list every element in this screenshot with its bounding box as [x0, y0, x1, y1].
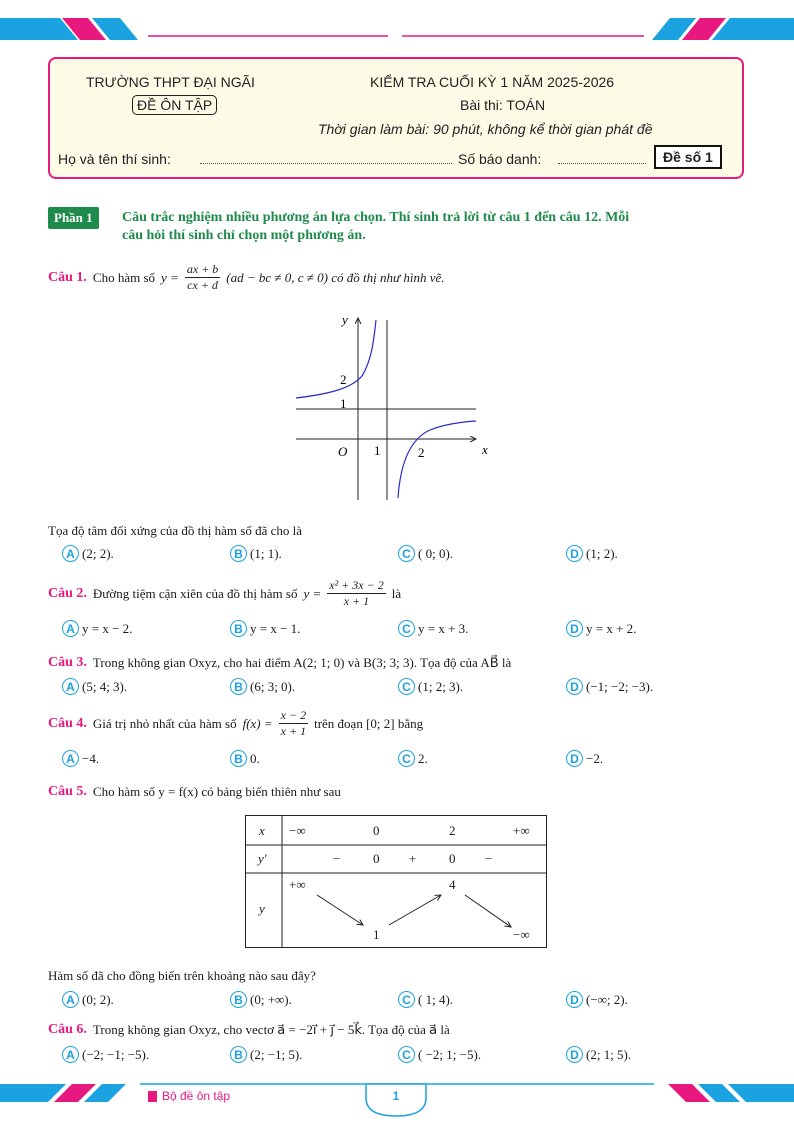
option-letter-badge: B [230, 750, 247, 767]
fraction-numerator: x² + 3x − 2 [329, 578, 384, 592]
option-b[interactable] [230, 620, 300, 637]
vt-y-neg-inf: −∞ [513, 927, 530, 942]
math-lhs: y = [303, 585, 322, 601]
option-c[interactable] [398, 678, 463, 695]
option-text: (−2; −1; −5). [82, 1046, 150, 1062]
option-b[interactable] [230, 750, 260, 767]
option-letter-badge: B [230, 545, 247, 562]
vt-y-min: 1 [373, 927, 380, 942]
option-text: (1; 1). [250, 545, 282, 561]
option-b[interactable] [230, 991, 292, 1008]
option-text: (2; 2). [82, 545, 114, 561]
option-a[interactable] [62, 750, 99, 767]
question-5-follow: Hàm số đã cho đồng biến trên khoảng nào sau đây? [48, 968, 316, 983]
option-c[interactable] [398, 620, 468, 637]
option-a[interactable] [62, 545, 114, 562]
name-line [200, 163, 452, 164]
option-letter-badge: A [62, 1046, 79, 1063]
option-text: y = x + 3. [418, 620, 469, 636]
question-text: Giá trị nhỏ nhất của hàm số [92, 715, 237, 731]
option-a[interactable] [62, 678, 127, 695]
question-text: Cho hàm số [92, 269, 156, 285]
duration: Thời gian làm bài: 90 phút, không kể thời gian phát đề [318, 121, 653, 137]
option-c[interactable] [398, 1046, 481, 1063]
document-icon [148, 1091, 157, 1102]
question-label: Câu 3. [48, 655, 87, 670]
options-q6 [62, 1046, 742, 1068]
question-text: Cho hàm số y = f(x) có bảng biến thiên như sau [92, 784, 341, 799]
option-letter-badge: D [566, 678, 583, 695]
option-letter-badge: D [566, 991, 583, 1008]
option-text: 0. [250, 750, 260, 766]
option-b[interactable] [230, 1046, 302, 1063]
option-text: ( 1; 4). [418, 991, 454, 1007]
school-name: TRƯỜNG THPT ĐẠI NGÃI [86, 74, 255, 90]
subject: Bài thi: TOÁN [460, 97, 546, 113]
question-1-follow: Tọa độ tâm đối xứng của đồ thị hàm số đã cho là [48, 523, 302, 538]
option-letter-badge: D [566, 545, 583, 562]
vt-x-neg-inf: −∞ [289, 823, 306, 838]
option-b[interactable] [230, 545, 282, 562]
x-tick-2: 2 [418, 445, 425, 460]
question-label: Câu 2. [48, 585, 87, 601]
option-letter-badge: A [62, 750, 79, 767]
variation-table [245, 815, 547, 948]
math-lhs: y = [161, 269, 179, 285]
footer-label [148, 1089, 230, 1103]
fraction-denominator: x + 1 [280, 724, 307, 738]
options-q1 [62, 545, 742, 567]
option-letter-badge: A [62, 545, 79, 562]
x-tick-1: 1 [374, 443, 381, 458]
question-text-after: trên đoạn [0; 2] bằng [314, 715, 424, 731]
options-q3 [62, 678, 742, 700]
option-text: −2. [586, 750, 604, 766]
option-letter-badge: C [398, 678, 415, 695]
option-letter-badge: C [398, 750, 415, 767]
y-tick-1: 1 [340, 396, 347, 411]
x-axis-label: x [482, 442, 488, 457]
doc-type: ĐỀ ÔN TẬP [132, 95, 217, 115]
section-title-line1: Câu trắc nghiệm nhiều phương án lựa chọn. Thí sinh trả lời từ câu 1 đến câu 12. Mỗi [122, 210, 630, 225]
option-text: (0; +∞). [250, 991, 292, 1007]
options-q4 [62, 750, 742, 772]
origin-label: O [338, 444, 348, 459]
option-text: (−1; −2; −3). [586, 678, 654, 694]
option-d[interactable] [566, 991, 628, 1008]
option-letter-badge: C [398, 991, 415, 1008]
option-a[interactable] [62, 991, 114, 1008]
option-text: y = x + 2. [586, 620, 637, 636]
option-d[interactable] [566, 750, 603, 767]
option-d[interactable] [566, 545, 618, 562]
id-line [558, 163, 646, 164]
question-4 [48, 708, 423, 739]
vt-dy-sign-1: − [333, 851, 341, 866]
option-letter-badge: A [62, 620, 79, 637]
exam-title: KIỂM TRA CUỐI KỲ 1 NĂM 2025-2026 [370, 74, 615, 90]
fraction-denominator: x + 1 [343, 594, 370, 608]
option-text: −4. [82, 750, 100, 766]
option-letter-badge: B [230, 991, 247, 1008]
option-d[interactable] [566, 1046, 631, 1063]
vt-x-header: x [259, 823, 265, 838]
option-text: (1; 2). [586, 545, 618, 561]
question-label: Câu 5. [48, 784, 87, 799]
fraction-numerator: ax + b [186, 262, 219, 276]
question-label: Câu 4. [48, 715, 87, 731]
vt-dy-zero-2: 0 [449, 851, 456, 866]
question-text: Trong không gian Oxyz, cho hai điểm A(2; 1; 0) và B(3; 3; 3). Tọa độ của AB⃗ là [92, 655, 512, 670]
vt-dy-zero-1: 0 [373, 851, 380, 866]
fraction [185, 262, 220, 293]
option-letter-badge: A [62, 991, 79, 1008]
function-graph [290, 308, 500, 508]
section-badge: Phần 1 [48, 207, 99, 229]
option-text: (5; 4; 3). [82, 678, 128, 694]
option-letter-badge: C [398, 1046, 415, 1063]
curve-left-branch [296, 320, 376, 398]
vt-y-pos-inf: +∞ [289, 877, 306, 892]
option-text: ( −2; 1; −5). [418, 1046, 482, 1062]
question-text-after: là [391, 585, 402, 601]
page-number: 1 [392, 1089, 400, 1103]
section-title-line2: câu hỏi thí sinh chỉ chọn một phương án. [122, 228, 366, 243]
vt-y-header: y [259, 901, 265, 916]
option-text: (2; 1; 5). [586, 1046, 632, 1062]
vt-dy-sign-3: − [485, 851, 493, 866]
option-letter-badge: B [230, 1046, 247, 1063]
name-label: Họ và tên thí sinh: [58, 151, 171, 167]
option-letter-badge: C [398, 620, 415, 637]
option-letter-badge: D [566, 750, 583, 767]
math-lhs: f(x) = [242, 715, 273, 731]
option-text: (2; −1; 5). [250, 1046, 303, 1062]
option-text: y = x − 2. [82, 620, 133, 636]
option-letter-badge: B [230, 678, 247, 695]
option-c[interactable] [398, 545, 453, 562]
option-d[interactable] [566, 620, 636, 637]
top-decoration [0, 0, 794, 50]
id-label: Số báo danh: [458, 151, 542, 167]
question-6 [48, 1022, 450, 1038]
option-c[interactable] [398, 750, 428, 767]
question-1 [48, 262, 445, 293]
option-text: (0; 2). [82, 991, 114, 1007]
vt-x-2: 2 [449, 823, 456, 838]
section-title [122, 209, 752, 245]
option-letter-badge: A [62, 678, 79, 695]
option-letter-badge: D [566, 1046, 583, 1063]
y-axis-label: y [342, 312, 348, 327]
option-letter-badge: D [566, 620, 583, 637]
options-q2 [62, 620, 742, 642]
vt-x-pos-inf: +∞ [513, 823, 530, 838]
option-a[interactable] [62, 1046, 149, 1063]
question-2 [48, 578, 401, 609]
option-text: (1; 2; 3). [418, 678, 464, 694]
y-tick-2: 2 [340, 372, 347, 387]
vt-dy-header: y′ [258, 851, 267, 866]
fraction-denominator: cx + d [187, 278, 218, 292]
curve-right-branch [398, 421, 476, 498]
vt-x-0: 0 [373, 823, 380, 838]
question-label: Câu 1. [48, 269, 87, 285]
option-text: ( 0; 0). [418, 545, 454, 561]
option-d[interactable] [566, 678, 653, 695]
options-q5 [62, 991, 742, 1013]
vt-y-max: 4 [449, 877, 456, 892]
option-text: 2. [418, 750, 428, 766]
question-label: Câu 6. [48, 1022, 87, 1037]
fraction-numerator: x − 2 [280, 708, 307, 722]
footer-text: Bộ đề ôn tập [162, 1089, 231, 1103]
question-text: Trong không gian Oxyz, cho vectơ a⃗ = −2i⃗ + j⃗ − 5k⃗. Tọa độ của a⃗ là [92, 1022, 450, 1037]
fraction [327, 578, 385, 609]
option-text: (6; 3; 0). [250, 678, 296, 694]
option-a[interactable] [62, 620, 132, 637]
option-b[interactable] [230, 678, 295, 695]
option-c[interactable] [398, 991, 453, 1008]
fraction [279, 708, 308, 739]
question-5 [48, 784, 341, 800]
question-text: Đường tiệm cận xiên của đồ thị hàm số [92, 585, 298, 601]
vt-dy-sign-2: + [409, 851, 417, 866]
decrease-arrow-2 [465, 895, 511, 927]
exam-header [48, 57, 744, 179]
option-letter-badge: C [398, 545, 415, 562]
option-text: y = x − 1. [250, 620, 301, 636]
exam-number: Đề số 1 [654, 145, 722, 169]
option-text: (−∞; 2). [586, 991, 628, 1007]
question-text-after: (ad − bc ≠ 0, c ≠ 0) có đồ thị như hình vẽ. [226, 269, 445, 285]
question-3 [48, 655, 511, 671]
option-letter-badge: B [230, 620, 247, 637]
increase-arrow [389, 895, 441, 925]
decrease-arrow-1 [317, 895, 363, 925]
